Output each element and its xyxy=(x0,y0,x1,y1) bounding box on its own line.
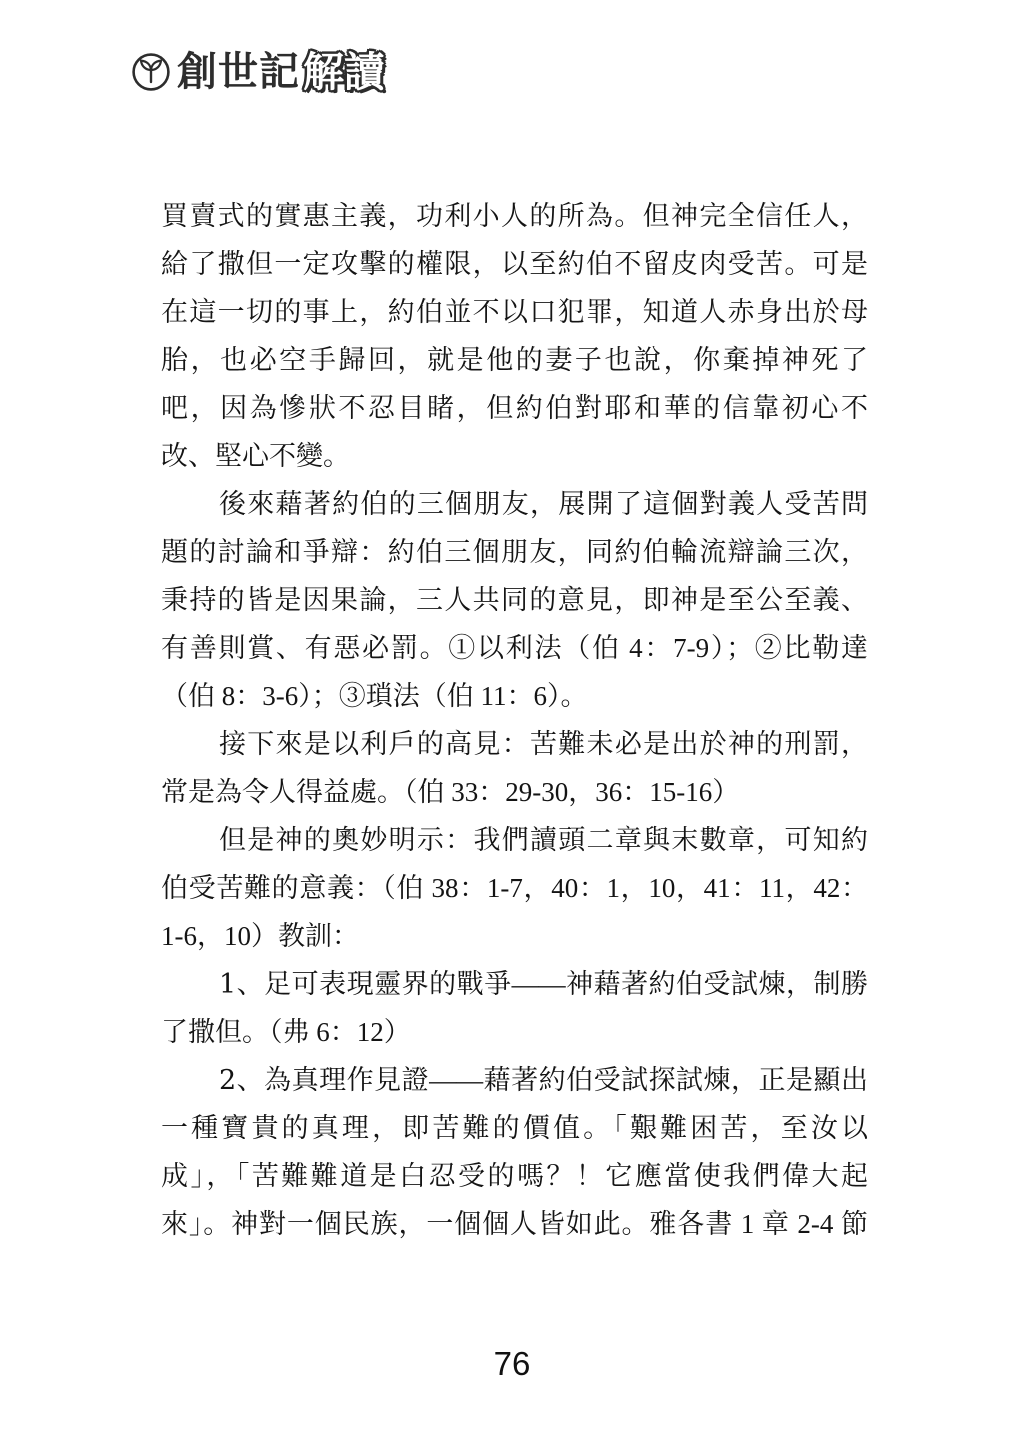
text-line: 1-6，10）教訓： xyxy=(161,921,359,951)
heading-continuation: ——神藉著約伯受試煉，制勝 xyxy=(511,969,868,999)
text-line: 了撒但。（弗 6：12） xyxy=(161,1017,411,1047)
text-line: 吧，因為慘狀不忍目睹，但約伯對耶和華的信靠初心不 xyxy=(161,393,868,423)
sprout-icon xyxy=(131,52,171,92)
text-line: 給了撒但一定攻擊的權限，以至約伯不留皮肉受苦。可是 xyxy=(161,249,868,279)
text-line: 有善則賞、有惡必罰。①以利法（伯 4：7-9）；②比勒達 xyxy=(161,633,868,663)
heading-phrase: 1、足可表現靈界的戰爭 xyxy=(219,969,512,1000)
heading-continuation: ——藉著約伯受試探試煉，正是顯出 xyxy=(429,1065,868,1095)
series-subtitle: 解讀 xyxy=(303,48,385,96)
text-line: （伯 8：3-6）；③瑣法（伯 11：6）。 xyxy=(161,681,588,711)
text-line: 來」。神對一個民族，一個個人皆如此。雅各書 1 章 2-4 節 xyxy=(161,1209,868,1239)
text-line: 一種寶貴的真理，即苦難的價值。「艱難困苦，至汝以 xyxy=(161,1113,868,1143)
numbered-heading-line xyxy=(161,1056,868,1104)
body-text xyxy=(161,192,868,1248)
text-line: 題的討論和爭辯：約伯三個朋友，同約伯輪流辯論三次， xyxy=(161,537,868,567)
page-number: 76 xyxy=(493,1345,531,1382)
text-line: 秉持的皆是因果論，三人共同的意見，即神是至公至義、 xyxy=(161,585,868,615)
text-line: 接下來是以利戶的高見：苦難未必是出於神的刑罰， xyxy=(219,729,868,759)
text-line: 成」，「苦難難道是白忍受的嗎？！它應當使我們偉大起 xyxy=(161,1161,868,1191)
numbered-heading-line xyxy=(161,960,868,1008)
text-line: 改、堅心不變。 xyxy=(161,441,350,471)
text-line: 伯受苦難的意義：（伯 38：1-7，40：1，10，41：11，42： xyxy=(161,873,868,903)
text-line: 胎，也必空手歸回，就是他的妻子也說，你棄掉神死了 xyxy=(161,345,868,375)
text-line: 在這一切的事上，約伯並不以口犯罪，知道人赤身出於母 xyxy=(161,297,868,327)
text-line: 常是為令人得益處。（伯 33：29-30，36：15-16） xyxy=(161,777,740,807)
heading-phrase: 2、為真理作見證 xyxy=(219,1065,430,1096)
text-line: 後來藉著約伯的三個朋友，展開了這個對義人受苦問 xyxy=(219,489,868,519)
text-line: 但是神的奧妙明示：我們讀頭二章與末數章，可知約 xyxy=(219,825,868,855)
text-line: 買賣式的實惠主義，功利小人的所為。但神完全信任人， xyxy=(161,201,868,231)
series-title: 創世記 xyxy=(177,49,300,95)
book-header xyxy=(131,50,385,94)
